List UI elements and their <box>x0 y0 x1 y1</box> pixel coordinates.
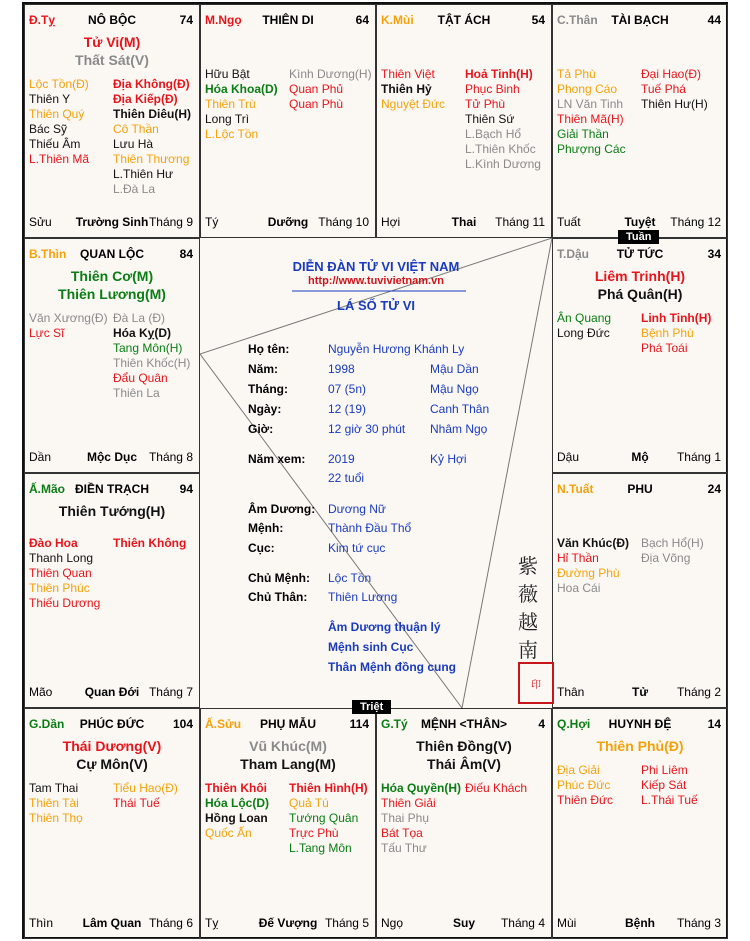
center-info-panel <box>200 238 552 708</box>
star: Thiên Quý <box>29 107 85 121</box>
label-chu-than: Chủ Thân: <box>248 590 308 604</box>
value-thang: 07 (5n) <box>328 382 367 396</box>
star: Giải Thần <box>557 127 609 141</box>
right-star-list <box>113 311 190 401</box>
palace-branch: G.Dần <box>29 717 65 731</box>
value-chu-than: Thiên Lương <box>328 590 398 604</box>
star: Thiên Sứ <box>465 112 515 126</box>
palace-branch: C.Thân <box>557 13 598 27</box>
triet-marker: Triệt <box>352 700 391 714</box>
main-star: Thái Âm(V) <box>427 756 501 772</box>
palace-tu-tuc <box>552 238 728 473</box>
label-menh: Mệnh: <box>248 521 284 535</box>
star: Long Trì <box>205 112 250 126</box>
main-star: Thiên Phủ(Đ) <box>596 738 684 754</box>
palace-footer <box>205 916 371 932</box>
label-cuc: Cục: <box>248 541 275 555</box>
star: Hóa Kỵ(D) <box>113 326 172 340</box>
star: Tử Phù <box>465 97 506 111</box>
palace-name: THIÊN DI <box>262 13 314 27</box>
star: Thiên Thọ <box>29 811 83 825</box>
label-am-duong: Âm Dương: <box>248 502 316 516</box>
value-gio: 12 giờ 30 phút <box>328 422 406 436</box>
star: Thiên Thương <box>113 152 190 166</box>
palace-name: TÀI BẠCH <box>611 13 669 27</box>
left-star-list <box>29 536 100 611</box>
palace-footer <box>557 215 723 231</box>
star: Tuế Phá <box>641 82 686 96</box>
footer-branch: Dần <box>29 450 52 464</box>
star: Thiếu Dương <box>29 596 101 610</box>
star: Văn Khúc(Đ) <box>557 536 629 550</box>
palace-footer <box>205 215 371 231</box>
palace-number: 44 <box>707 13 721 27</box>
footer-month: Tháng 4 <box>500 916 545 930</box>
star: Kình Dương(H) <box>289 67 372 81</box>
right-star-list <box>641 536 704 566</box>
calligraphy-char-4: 南 <box>518 638 538 662</box>
main-star: Thiên Cơ(M) <box>70 268 154 284</box>
value-menh: Thành Đầu Thổ <box>328 521 412 535</box>
footer-month: Tháng 10 <box>318 215 369 229</box>
palace-quan-loc <box>24 238 200 473</box>
star: Phượng Các <box>557 142 626 156</box>
footer-branch: Mão <box>29 685 53 699</box>
palace-header <box>205 717 371 733</box>
value-nam-can-chi: Mậu Dần <box>430 362 479 376</box>
footer-month: Tháng 12 <box>670 215 721 229</box>
life-stage: Bệnh <box>625 916 655 930</box>
main-star: Phá Quân(H) <box>597 286 683 302</box>
star: Địa Giải <box>557 763 600 777</box>
left-star-list <box>557 536 629 596</box>
left-star-list <box>381 67 445 112</box>
palace-branch: T.Dậu <box>557 247 590 261</box>
left-star-list <box>205 781 269 841</box>
star: Đại Hao(Đ) <box>641 67 702 81</box>
palace-menh <box>376 708 552 939</box>
left-star-list <box>557 763 613 808</box>
star: Hóa Khoa(D) <box>205 82 278 96</box>
star: Thiên Phúc <box>29 581 90 595</box>
site-title: DIỄN ĐÀN TỬ VI VIỆT NAM <box>292 259 460 274</box>
life-stage: Trường Sinh <box>75 215 149 229</box>
value-tuoi: 22 tuổi <box>328 471 365 485</box>
left-star-list <box>205 67 278 142</box>
palace-name: HUYNH ĐỆ <box>608 717 672 731</box>
main-star: Thiên Tướng(H) <box>58 503 166 519</box>
note-am-duong: Âm Dương thuận lý <box>328 620 441 634</box>
palace-branch: Q.Hợi <box>557 717 591 731</box>
main-star: Cự Môn(V) <box>76 756 148 772</box>
label-ho-ten: Họ tên: <box>248 342 290 356</box>
star: Thiên Không <box>113 536 187 550</box>
right-star-list <box>641 763 698 808</box>
palace-footer <box>29 450 195 466</box>
palace-name: PHU <box>627 482 653 496</box>
left-star-list <box>29 311 108 341</box>
main-star: Thất Sát(V) <box>75 52 149 68</box>
palace-footer <box>29 685 195 701</box>
star: Tam Thai <box>29 781 79 795</box>
label-nam-xem: Năm xem: <box>248 452 306 466</box>
footer-month: Tháng 5 <box>324 916 369 930</box>
right-star-list <box>289 67 372 112</box>
star: Linh Tinh(H) <box>641 311 712 325</box>
left-star-list <box>557 311 611 341</box>
main-star: Thiên Đồng(V) <box>416 738 512 754</box>
star: Thiên Trù <box>205 97 256 111</box>
palace-name: PHỤ MẪU <box>260 717 316 731</box>
star: Hóa Lộc(D) <box>205 796 269 810</box>
palace-phu <box>552 473 728 708</box>
palace-footer <box>557 450 723 466</box>
palace-branch: G.Tý <box>381 717 408 731</box>
palace-name: MỆNH <THÂN> <box>420 717 507 731</box>
palace-tat-ach <box>376 4 552 238</box>
palace-header <box>29 247 195 263</box>
note-than-menh: Thân Mệnh đồng cung <box>328 660 456 674</box>
note-menh-cuc: Mệnh sinh Cục <box>328 640 414 654</box>
star: Đẩu Quân <box>113 371 168 385</box>
value-gio-can-chi: Nhâm Ngọ <box>430 422 488 436</box>
star: Đường Phù <box>557 566 620 580</box>
star: Thiên Mã(H) <box>557 112 624 126</box>
palace-phuc-duc <box>24 708 200 939</box>
star: Thiên Diêu(H) <box>113 107 191 121</box>
star: Hỉ Thần <box>557 551 599 565</box>
left-star-list <box>29 77 89 167</box>
footer-month: Tháng 8 <box>148 450 193 464</box>
star: Phục Binh <box>465 82 520 96</box>
calligraphy-char-3: 越 <box>518 610 538 634</box>
palace-name: ĐIỀN TRẠCH <box>75 482 149 496</box>
star: Phong Cáo <box>557 82 618 96</box>
footer-month: Tháng 9 <box>148 215 193 229</box>
star: Thiên Giải <box>381 796 436 810</box>
star: Lưu Hà <box>113 137 154 151</box>
star: Đà La (Đ) <box>113 311 166 325</box>
footer-branch: Tỵ <box>205 916 219 930</box>
palace-header <box>381 717 547 733</box>
star: Thiên Khốc(H) <box>113 356 191 370</box>
footer-branch: Dậu <box>557 450 580 464</box>
star: Thanh Long <box>29 551 94 565</box>
red-seal-stamp: 印 <box>518 662 554 704</box>
left-star-list <box>381 781 461 856</box>
palace-phu-mau <box>200 708 376 939</box>
palace-tai-bach <box>552 4 728 238</box>
life-stage: Suy <box>452 916 475 930</box>
palace-number: 4 <box>538 717 545 731</box>
right-star-list <box>641 311 711 356</box>
footer-branch: Ngọ <box>381 916 404 930</box>
palace-huynh-de <box>552 708 728 939</box>
right-star-list <box>113 536 186 551</box>
star: L.Lộc Tồn <box>205 127 259 141</box>
calligraphy-column <box>518 552 538 664</box>
footer-branch: Sửu <box>29 215 52 229</box>
palace-branch: B.Thìn <box>29 247 67 261</box>
star: Phi Liêm <box>641 763 688 777</box>
star: Long Đức <box>557 326 610 340</box>
palace-name: NÔ BỘC <box>88 13 136 27</box>
star: Nguyệt Đức <box>381 97 446 111</box>
footer-month: Tháng 3 <box>676 916 721 930</box>
footer-branch: Thìn <box>29 916 54 930</box>
star: Quốc Ấn <box>205 826 252 840</box>
value-ngay: 12 (19) <box>328 402 367 416</box>
star: Bạch Hổ(H) <box>641 536 704 550</box>
palace-number: 104 <box>172 717 193 731</box>
value-cuc: Kim tứ cục <box>328 541 386 555</box>
footer-month: Tháng 6 <box>148 916 193 930</box>
star: Thiên Hình(H) <box>289 781 368 795</box>
palace-number: 114 <box>349 717 369 731</box>
star: Bát Tọa <box>381 826 423 840</box>
star: Phá Toái <box>641 341 688 355</box>
star: Lực Sĩ <box>29 326 65 340</box>
star: Hoả Tinh(H) <box>465 67 533 81</box>
right-star-list <box>113 781 178 811</box>
label-chu-menh: Chủ Mệnh: <box>248 571 310 585</box>
label-ngay: Ngày: <box>248 402 282 416</box>
star: Thiên Hỷ <box>381 82 432 96</box>
palace-footer <box>557 685 723 701</box>
palace-no-boc <box>24 4 200 238</box>
label-gio: Giờ: <box>248 422 274 436</box>
right-star-list <box>113 77 191 197</box>
star: Quả Tú <box>289 796 329 810</box>
main-star: Thiên Lương(M) <box>58 286 166 302</box>
life-stage: Mộ <box>631 450 649 464</box>
star: Đào Hoa <box>29 536 78 550</box>
star: Địa Võng <box>641 551 691 565</box>
palace-header <box>205 13 371 29</box>
right-star-list <box>641 67 708 112</box>
star: Lộc Tồn(Đ) <box>29 77 89 91</box>
star: Thiên Quan <box>29 566 92 580</box>
star: Hóa Quyền(H) <box>381 781 462 795</box>
palace-header <box>29 717 195 733</box>
palace-name: TỬ TỨC <box>616 247 664 261</box>
footer-month: Tháng 2 <box>676 685 721 699</box>
palace-footer <box>381 916 547 932</box>
star: Thiên Y <box>29 92 71 106</box>
palace-header <box>29 13 195 29</box>
value-nam: 1998 <box>328 362 355 376</box>
value-ho-ten: Nguyễn Hương Khánh Ly <box>328 342 465 356</box>
star: Thiên Tài <box>29 796 79 810</box>
palace-footer <box>29 916 195 932</box>
star: Ân Quang <box>557 311 612 325</box>
star: Thái Tuế <box>113 796 160 810</box>
palace-dien-trach <box>24 473 200 708</box>
star: Bệnh Phù <box>641 326 694 340</box>
star: Hoa Cái <box>557 581 601 595</box>
value-am-duong: Dương Nữ <box>328 502 386 516</box>
value-nam-xem: 2019 <box>328 452 355 466</box>
palace-number: 74 <box>179 13 193 27</box>
right-star-list <box>465 67 541 172</box>
palace-header <box>557 13 723 29</box>
palace-number: 94 <box>179 482 193 496</box>
right-star-list <box>289 781 368 856</box>
star: Hồng Loan <box>205 811 268 825</box>
life-stage: Lâm Quan <box>82 916 142 930</box>
palace-footer <box>29 215 195 231</box>
palace-branch: Ấ.Mão <box>29 482 65 496</box>
palace-name: PHÚC ĐỨC <box>79 717 145 731</box>
star: LN Văn Tinh <box>557 97 624 111</box>
footer-month: Tháng 11 <box>495 215 545 229</box>
star: L.Đà La <box>113 182 156 196</box>
star: Bác Sỹ <box>29 122 68 136</box>
palace-branch: N.Tuất <box>557 482 594 496</box>
star: L.Tang Môn <box>289 841 352 855</box>
star: L.Kình Dương <box>465 157 541 171</box>
value-nam-xem-can-chi: Kỷ Hợi <box>430 452 467 466</box>
star: L.Thiên Mã <box>29 152 90 166</box>
main-star: Thái Dương(V) <box>62 738 162 754</box>
palace-branch: M.Ngọ <box>205 13 242 27</box>
star: Thiếu Âm <box>29 137 81 151</box>
star: Tang Môn(H) <box>113 341 183 355</box>
star: Cô Thần <box>113 122 159 136</box>
palace-branch: Ấ.Sửu <box>205 717 242 731</box>
star: Tiểu Hao(Đ) <box>113 781 178 795</box>
palace-footer <box>381 215 547 231</box>
star: L.Bạch Hổ <box>465 127 522 141</box>
star: Thiên La <box>113 386 160 400</box>
palace-number: 34 <box>707 247 721 261</box>
calligraphy-char-2: 薇 <box>518 582 538 606</box>
star: Quan Phù <box>289 97 344 111</box>
left-star-list <box>29 781 83 826</box>
palace-header <box>557 482 723 498</box>
palace-number: 64 <box>355 13 369 27</box>
palace-name: TẬT ÁCH <box>437 13 491 27</box>
palace-number: 84 <box>179 247 193 261</box>
star: Thiên Đức <box>557 793 614 807</box>
footer-branch: Tuất <box>557 215 581 229</box>
footer-branch: Hợi <box>381 215 401 229</box>
star: Thiên Việt <box>381 67 435 81</box>
palace-number: 24 <box>707 482 721 496</box>
star: Tả Phù <box>557 67 596 81</box>
star: L.Thiên Khốc <box>465 142 536 156</box>
palace-header <box>557 247 723 263</box>
palace-number: 14 <box>707 717 721 731</box>
tuan-marker: Tuần <box>618 230 659 244</box>
star: Địa Không(Đ) <box>113 77 190 91</box>
site-url[interactable]: http://www.tuvivietnam.vn <box>308 275 444 287</box>
star: Tấu Thư <box>381 841 427 855</box>
life-stage: Đế Vượng <box>258 916 318 930</box>
main-star: Liêm Trinh(H) <box>594 268 686 284</box>
life-stage: Dưỡng <box>267 215 309 229</box>
star: L.Thiên Hư <box>113 167 174 181</box>
life-stage: Thai <box>451 215 477 229</box>
label-thang: Tháng: <box>248 382 288 396</box>
value-chu-menh: Lộc Tồn <box>328 571 372 585</box>
life-stage: Mộc Dục <box>86 450 137 464</box>
star: Trực Phù <box>289 826 339 840</box>
palace-header <box>557 717 723 733</box>
palace-name: QUAN LỘC <box>80 247 144 261</box>
life-stage: Tử <box>631 685 649 699</box>
main-star: Tử Vi(M) <box>83 34 141 50</box>
star: Tướng Quân <box>289 811 359 825</box>
star: Địa Kiếp(Đ) <box>113 92 178 106</box>
palace-branch: Đ.Tỵ <box>29 13 56 27</box>
star: Thiên Hư(H) <box>641 97 708 111</box>
chart-title: LÁ SỐ TỬ VI <box>337 298 415 313</box>
star: Văn Xương(Đ) <box>29 311 108 325</box>
footer-month: Tháng 1 <box>676 450 721 464</box>
calligraphy-char-1: 紫 <box>518 554 538 578</box>
palace-branch: K.Mùi <box>381 13 414 27</box>
right-star-list <box>465 781 527 796</box>
footer-branch: Thân <box>557 685 585 699</box>
left-star-list <box>557 67 626 157</box>
horoscope-chart <box>22 2 728 939</box>
palace-header <box>381 13 547 29</box>
main-star: Tham Lang(M) <box>240 756 336 772</box>
star: Điếu Khách <box>465 781 528 795</box>
footer-branch: Tý <box>205 215 219 229</box>
value-thang-can-chi: Mậu Ngọ <box>430 382 479 396</box>
footer-month: Tháng 7 <box>148 685 193 699</box>
label-nam: Năm: <box>248 362 279 376</box>
footer-branch: Mùi <box>557 916 577 930</box>
star: Hữu Bật <box>205 67 250 81</box>
palace-thien-di <box>200 4 376 238</box>
palace-number: 54 <box>531 13 545 27</box>
star: Phúc Đức <box>557 778 611 792</box>
life-stage: Tuyệt <box>624 215 656 229</box>
star: Thiên Khôi <box>205 781 267 795</box>
star: Thai Phụ <box>381 811 430 825</box>
main-star: Vũ Khúc(M) <box>249 738 327 754</box>
star: L.Thái Tuế <box>641 793 698 807</box>
palace-header <box>29 482 195 498</box>
life-stage: Quan Đới <box>84 685 140 699</box>
star: Quan Phủ <box>289 82 344 96</box>
palace-footer <box>557 916 723 932</box>
star: Kiếp Sát <box>641 778 687 792</box>
value-ngay-can-chi: Canh Thân <box>430 402 490 416</box>
